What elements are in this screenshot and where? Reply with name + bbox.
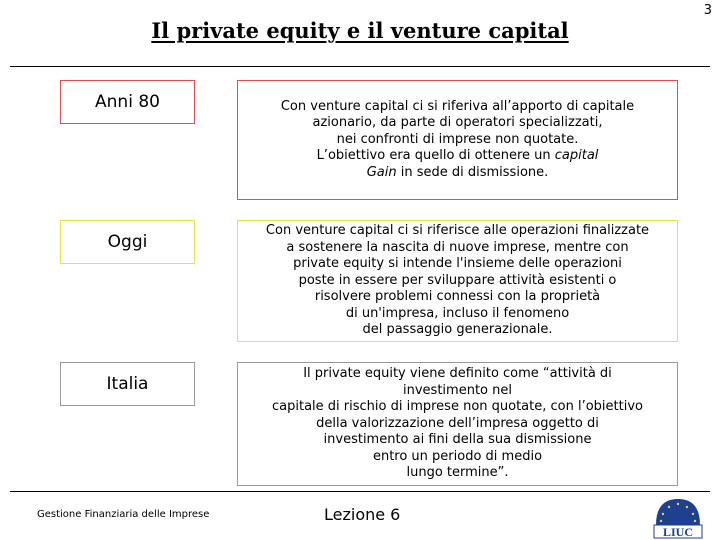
text-fragment-italic: capital bbox=[554, 148, 599, 164]
text-fragment: in sede di dismissione. bbox=[396, 164, 549, 180]
label-text: Anni 80 bbox=[95, 92, 160, 112]
label-anni-80 bbox=[60, 80, 195, 124]
label-text: Italia bbox=[106, 374, 149, 394]
top-divider bbox=[10, 66, 710, 67]
logo-text: LIUC bbox=[662, 525, 694, 539]
text-line: poste in essere per sviluppare attività esistenti o bbox=[298, 272, 617, 288]
text-box-oggi bbox=[237, 220, 678, 342]
text-line: private equity si intende l'insieme delle operazioni bbox=[293, 256, 622, 272]
text-box-italia bbox=[237, 362, 678, 486]
text-line: entro un periodo di medio bbox=[372, 448, 543, 464]
text-line: capitale di rischio di imprese non quotate, con l’obiettivo bbox=[272, 399, 643, 415]
lecture-label: Lezione 6 bbox=[324, 505, 401, 524]
text-line bbox=[281, 165, 634, 182]
text-box-anni-80 bbox=[237, 80, 678, 200]
text-line: azionario, da parte di operatori specializzati, bbox=[312, 115, 603, 131]
text-line: di un'impresa, incluso il fenomeno bbox=[345, 305, 570, 321]
text-line: della valorizzazione dell’impresa oggetto di bbox=[316, 415, 599, 431]
label-italia bbox=[60, 362, 195, 406]
label-text: Oggi bbox=[107, 232, 148, 252]
text-line: a sostenere la nascita di nuove imprese, mentre con bbox=[286, 239, 629, 255]
label-oggi bbox=[60, 220, 195, 264]
text-fragment-italic: Gain bbox=[366, 164, 397, 180]
text-line: nei confronti di imprese non quotate. bbox=[336, 131, 579, 147]
liuc-logo bbox=[650, 495, 706, 539]
course-name: Gestione Finanziaria delle Imprese bbox=[37, 509, 210, 520]
text-line: investimento nel bbox=[403, 382, 512, 398]
text-line: lungo termine”. bbox=[406, 465, 509, 481]
text-fragment: L’obiettivo era quello di ottenere un bbox=[316, 148, 555, 164]
slide-title: Il private equity e il venture capital bbox=[151, 18, 569, 43]
text-line: investimento ai fini della sua dismissione bbox=[323, 432, 592, 448]
text-line: risolvere problemi connessi con la proprietà bbox=[314, 289, 601, 305]
text-line: Il private equity viene definito come “attività di bbox=[303, 365, 612, 381]
text-line bbox=[281, 148, 634, 165]
text-line: Con venture capital ci si riferiva all’apporto di capitale bbox=[280, 98, 635, 114]
text-line: del passaggio generazionale. bbox=[362, 322, 553, 338]
bottom-divider bbox=[10, 491, 710, 492]
page-number: 3 bbox=[703, 3, 712, 18]
text-line: Con venture capital ci si riferisce alle operazioni finalizzate bbox=[265, 222, 650, 238]
